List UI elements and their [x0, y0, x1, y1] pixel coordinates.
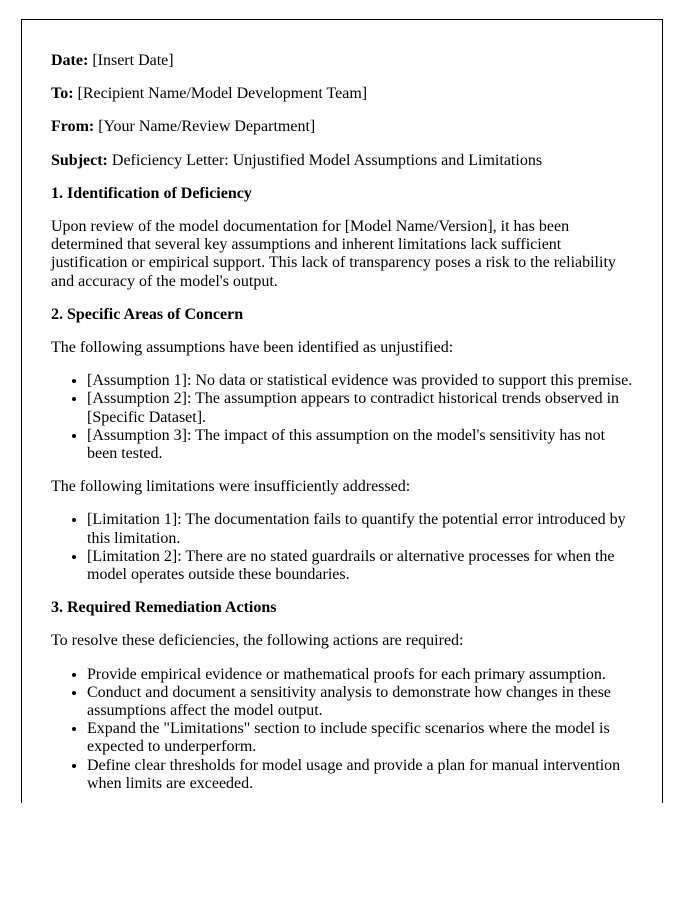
- list-item-assumption-1: • [Assumption 1]: No data or statistical evidence was provided to support this premise.: [87, 372, 633, 390]
- section-heading-identification: 1. Identification of Deficiency: [51, 184, 252, 202]
- field-to-value: [Recipient Name/Model Development Team]: [77, 85, 368, 103]
- deficiency-letter-document: [21, 19, 663, 803]
- remediation-list: [51, 666, 633, 793]
- section-heading-remediation: 3. Required Remediation Actions: [51, 599, 277, 617]
- field-date: [51, 52, 633, 70]
- field-from-value: [Your Name/Review Department]: [98, 118, 316, 136]
- paragraph-limitations-intro: The following limitations were insufficiently addressed:: [51, 478, 411, 496]
- field-from: [51, 118, 633, 136]
- paragraph-identification: Upon review of the model documentation for [Model Name/Version], it has been determined that several key assumptions and inherent limitations lack sufficient justification or empirical support. This lack of transparency poses a risk to the reliability and accuracy of the model's output.: [51, 218, 616, 290]
- field-to-label: To:: [51, 85, 74, 103]
- field-from-label: From:: [51, 118, 95, 136]
- section-heading-concerns: 2. Specific Areas of Concern: [51, 305, 244, 323]
- list-item-remediation-3: • Expand the "Limitations" section to include specific scenarios where the model is expected to underperform.: [87, 720, 633, 756]
- list-item-assumption-2: • [Assumption 2]: The assumption appears to contradict historical trends observed in [Specific Dataset].: [87, 390, 633, 426]
- assumptions-list: [51, 372, 633, 463]
- list-item-assumption-3: • [Assumption 3]: The impact of this assumption on the model's sensitivity has not been tested.: [87, 427, 633, 463]
- paragraph-assumptions-intro: The following assumptions have been identified as unjustified:: [51, 339, 454, 357]
- list-item-remediation-2: • Conduct and document a sensitivity analysis to demonstrate how changes in these assumptions affect the model output.: [87, 684, 633, 720]
- list-item-limitation-2: • [Limitation 2]: There are no stated guardrails or alternative processes for when the model operates outside these boundaries.: [87, 548, 633, 584]
- list-item-remediation-4: • Define clear thresholds for model usage and provide a plan for manual intervention when limits are exceeded.: [87, 757, 633, 793]
- field-date-value: [Insert Date]: [92, 52, 174, 69]
- paragraph-remediation-intro: To resolve these deficiencies, the following actions are required:: [51, 632, 464, 650]
- field-subject: [51, 152, 633, 170]
- limitations-list: [51, 511, 633, 584]
- list-item-remediation-1: • Provide empirical evidence or mathematical proofs for each primary assumption.: [87, 666, 633, 684]
- list-item-limitation-1: • [Limitation 1]: The documentation fails to quantify the potential error introduced by this limitation.: [87, 511, 633, 547]
- field-to: [51, 85, 633, 103]
- field-subject-label: Subject:: [51, 151, 108, 169]
- field-date-label: Date:: [51, 52, 89, 69]
- field-subject-value: Deficiency Letter: Unjustified Model Assumptions and Limitations: [111, 151, 543, 169]
